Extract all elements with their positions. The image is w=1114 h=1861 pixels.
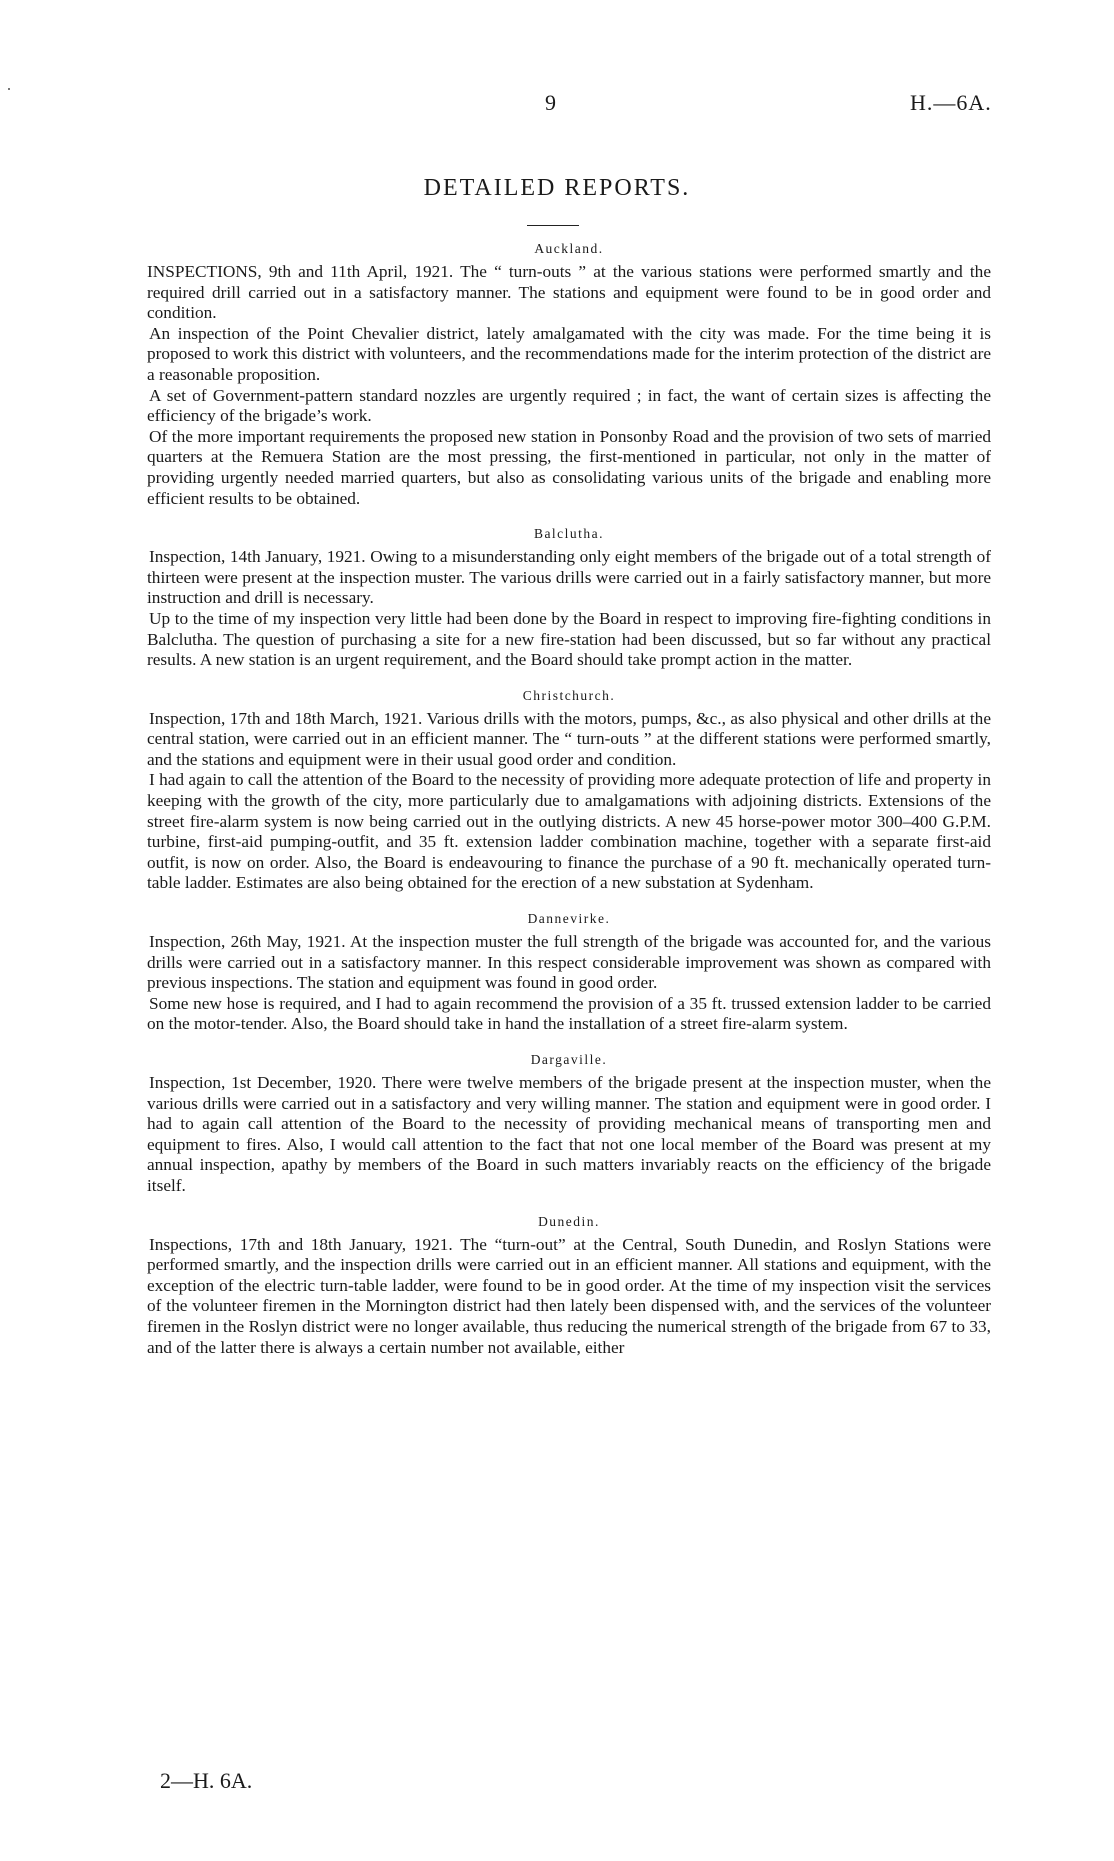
section-heading: Dannevirke. [527,911,611,927]
section-heading: Auckland. [534,241,604,256]
section-dargaville [147,1049,991,1197]
page-signature-mark: 2—H. 6A. [160,1768,253,1793]
section-heading: Balclutha. [533,526,605,542]
title-divider [527,225,579,226]
page-number: 9 [545,90,556,115]
paragraph: A set of Government-pattern standard nozzles are urgently required ; in fact, the want of certain sizes is affecting the efficiency of the brigade’s work. [147,385,991,426]
margin-speck [8,88,10,90]
paragraph: Inspections, 17th and 18th January, 1921. The “turn-out” at the Central, South Dunedin, and Roslyn Stations were performed smartly, and the inspection drills were carried out in an efficient manner. All stations and equipment, with the exception of the electric turn-table ladder, were found to be in good order. At the time of my inspection visit the services of the volunteer firemen in the Mornington district had then lately been dispensed with, and the services of the volunteer firemen in the Roslyn district were no longer available, thus reducing the numerical strength of the brigade from 67 to 33, and of the latter there is always a certain number not available, either [147,1234,991,1357]
section-balclutha [147,523,991,671]
paragraph: An inspection of the Point Chevalier district, lately amalgamated with the city was made. For the time being it is proposed to work this district with volunteers, and the recommendations made for the interim protection of the district are a reasonable proposition. [147,323,991,384]
section-christchurch [147,685,991,894]
section-auckland [147,238,991,509]
paragraph: Inspection, 14th January, 1921. Owing to a misunderstanding only eight members of the brigade out of a total strength of thirteen were present at the inspection muster. The various drills were carried out in a fairly satisfactory manner, but more instruction and drill is necessary. [147,547,991,608]
document-reference: H.—6A. [910,90,992,115]
section-dunedin [147,1211,991,1359]
section-heading: Dargaville. [530,1052,608,1067]
section-heading: Dunedin. [538,1213,600,1229]
paragraph: INSPECTIONS, 9th and 11th April, 1921. The “ turn-outs ” at the various stations were performed smartly and the required drill carried out in a satisfactory manner. The stations and equipment were found to be in good order and condition. [147,262,991,323]
report-body [147,238,991,1358]
paragraph: Inspection, 17th and 18th March, 1921. Various drills with the motors, pumps, &c., as also physical and other drills at the central station, were carried out in an efficient manner. The “ turn-outs ” at the different stations were performed smartly, and the stations and equipment were in their usual good order and condition. [147,708,991,769]
page-title: DETAILED REPORTS. [423,175,691,201]
paragraph: Inspection, 1st December, 1920. There were twelve members of the brigade present at the inspection muster, when the various drills were carried out in a satisfactory and very willing manner. The station and equipment were in good order. I had to again call attention of the Board to the necessity of providing mechanical means of transporting men and equipment to fires. Also, I would call attention to the fact that not one local member of the Board was present at my annual inspection, apathy by members of the Board in such matters invariably reacts on the efficiency of the brigade itself. [147,1073,991,1195]
section-heading: Christchurch. [522,687,616,703]
paragraph: Up to the time of my inspection very little had been done by the Board in respect to improving fire-fighting conditions in Balclutha. The question of purchasing a site for a new fire-station had been discussed, but so far without any practical results. A new station is an urgent requirement, and the Board should take prompt action in the matter. [147,608,991,670]
paragraph: Inspection, 26th May, 1921. At the inspection muster the full strength of the brigade was accounted for, and the various drills were carried out in a satisfactory manner. In this respect considerable improvement was shown as compared with previous inspections. The station and equipment was found in good order. [147,932,991,993]
section-dannevirke [147,908,991,1035]
paragraph: I had again to call the attention of the Board to the necessity of providing more adequate protection of life and property in keeping with the growth of the city, more particularly due to amalgamations with adjoining districts. Extensions of the street fire-alarm system is now being carried out in the outlying districts. A new 45 horse-power motor 300–400 G.P.M. turbine, first-aid pumping-outfit, and 35 ft. extension ladder combination machine, together with a separate first-aid outfit, is now on order. Also, the Board is endeavouring to finance the purchase of a 90 ft. mechanically operated turn-table ladder. Estimates are also being obtained for the erection of a new substation at Sydenham. [147,770,991,893]
paragraph: Of the more important requirements the proposed new station in Ponsonby Road and the provision of two sets of married quarters at the Remuera Station are the most pressing, the first-mentioned in particular, not only in the matter of providing urgently needed married quarters, but also as consolidating various units of the brigade and enabling more efficient results to be obtained. [147,426,991,508]
paragraph: Some new hose is required, and I had to again recommend the provision of a 35 ft. trussed extension ladder to be carried on the motor-tender. Also, the Board should take in hand the installation of a street fire-alarm system. [147,993,991,1034]
